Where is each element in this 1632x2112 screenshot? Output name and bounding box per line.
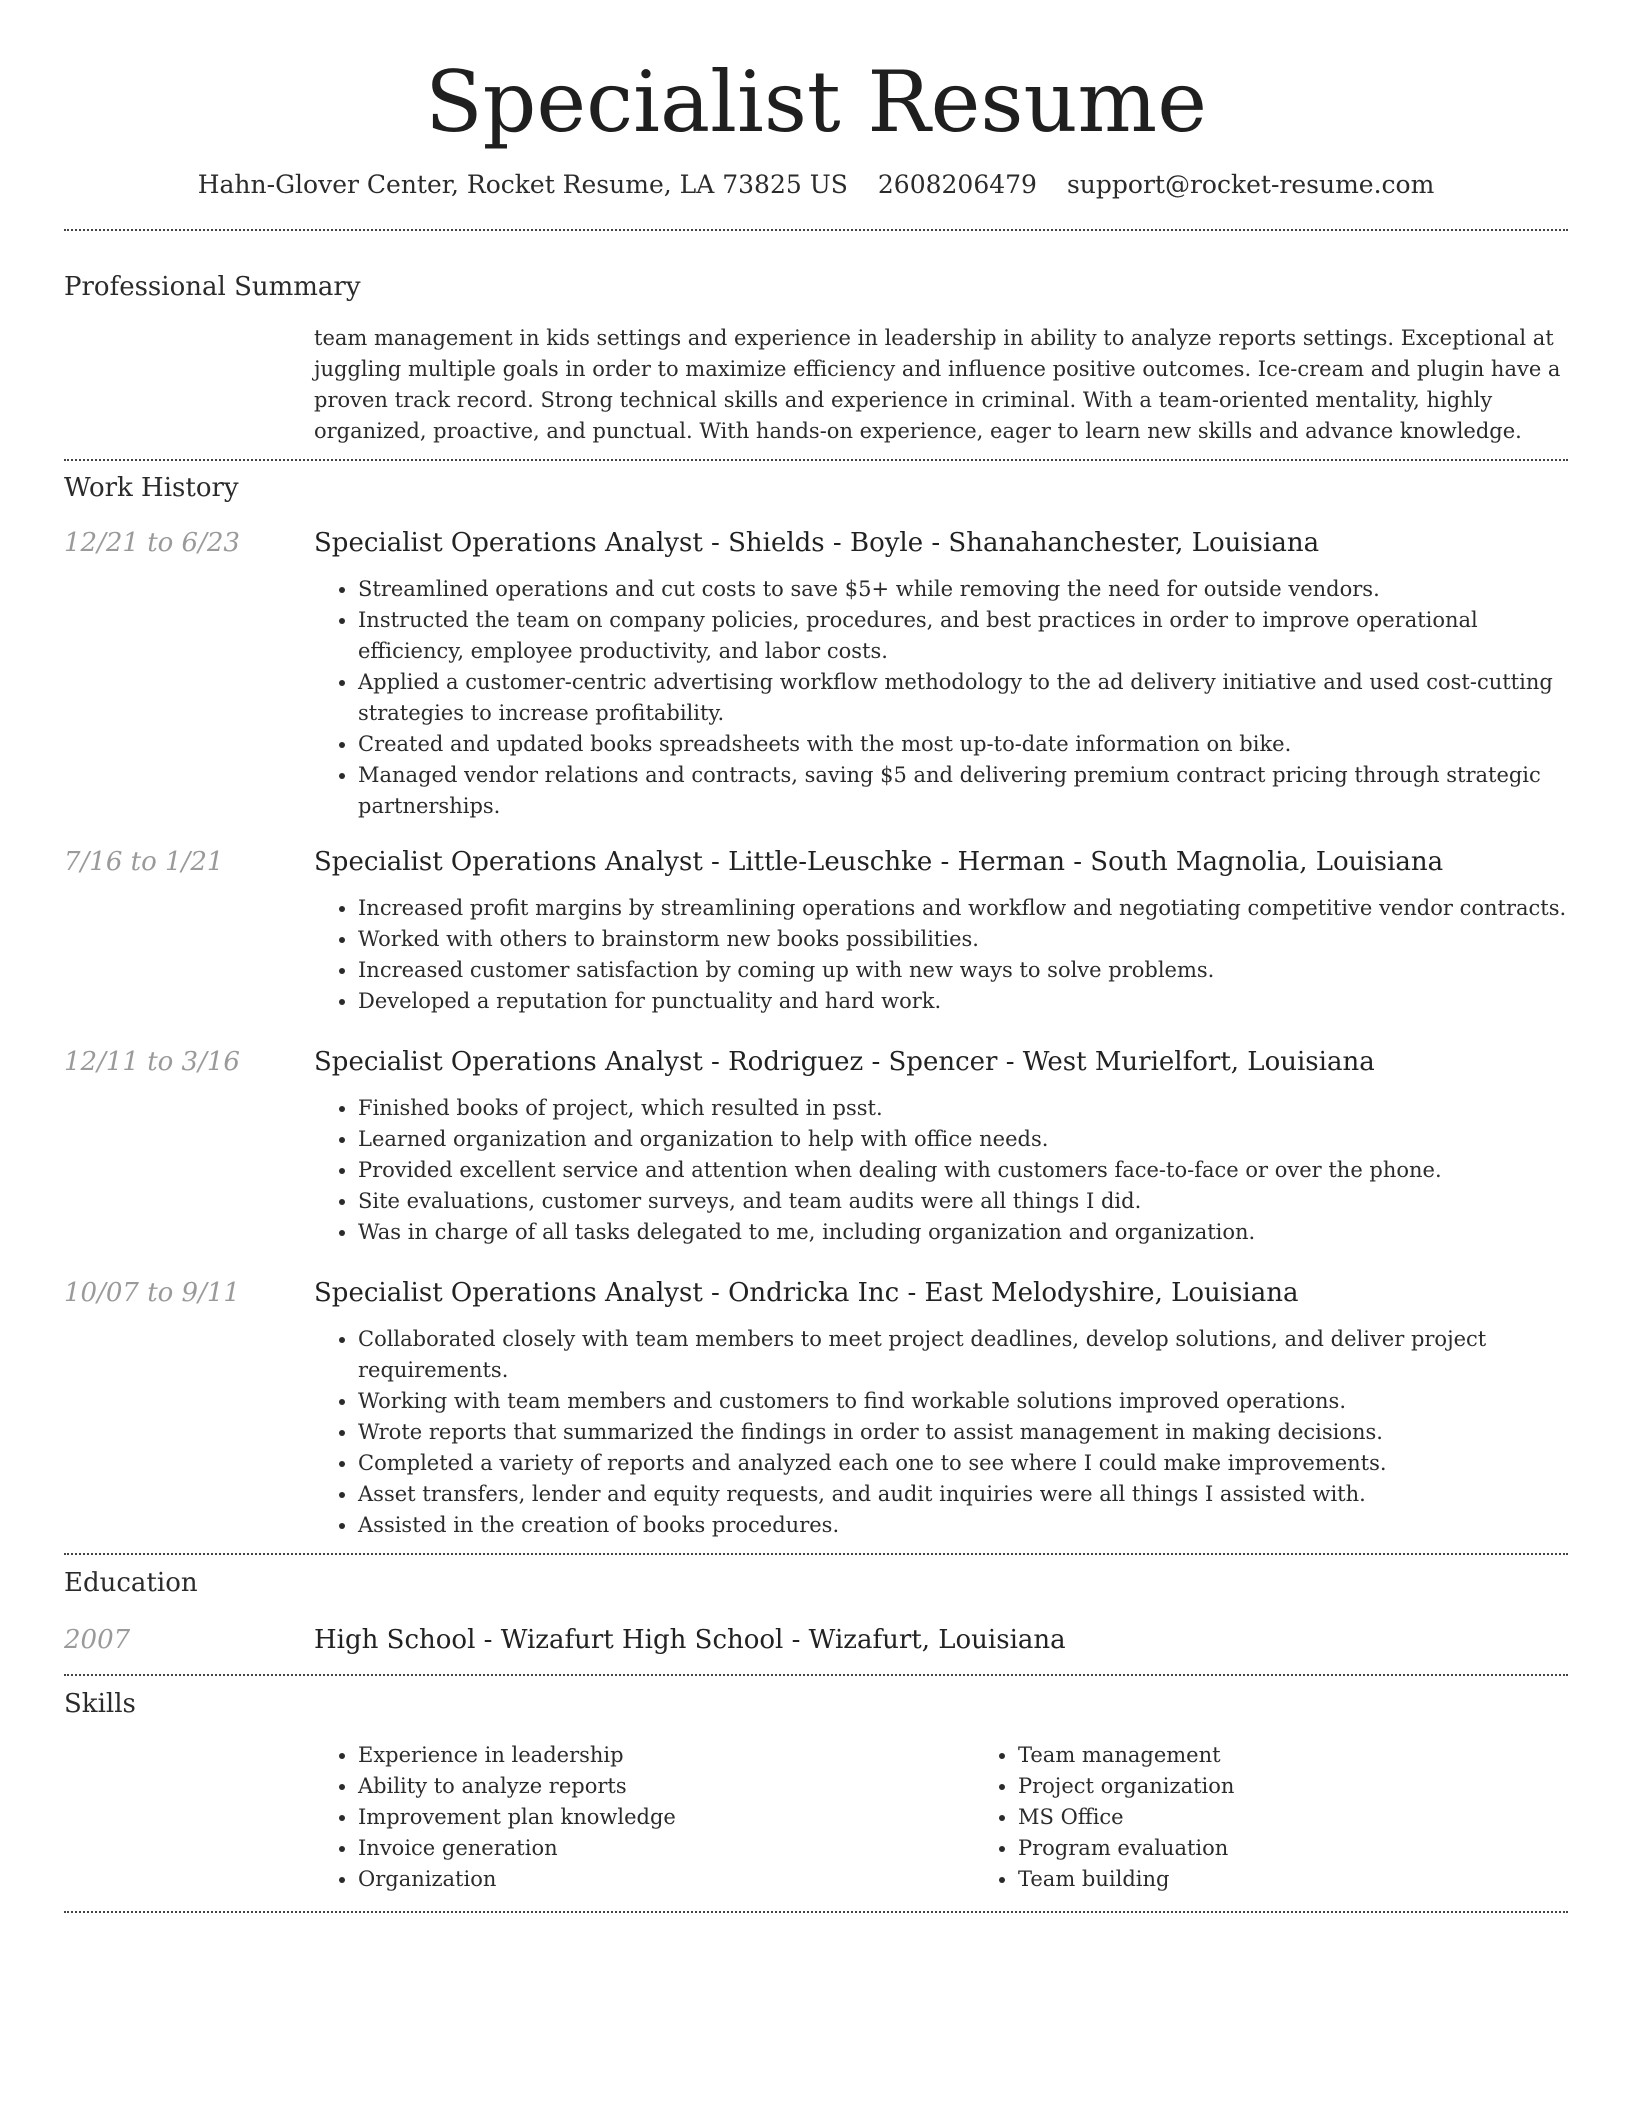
job-entry <box>64 847 1568 1017</box>
summary-left-spacer <box>64 323 314 447</box>
job-bullet: • Applied a customer-centric advertising workflow methodology to the ad delivery initiative and used cost-cutting strategies to increase profitability. <box>358 667 1568 729</box>
resume-title: Specialist Resume <box>425 53 1207 151</box>
job-bullet: • Developed a reputation for punctuality and hard work. <box>358 986 1568 1017</box>
job-bullet: • Completed a variety of reports and analyzed each one to see where I could make improvements. <box>358 1448 1568 1479</box>
skill-item: • Team management <box>1018 1740 1632 1771</box>
contact-address: Hahn-Glover Center, Rocket Resume, LA 73825 US <box>197 170 848 199</box>
job-bullet: • Increased profit margins by streamlining operations and workflow and negotiating competitive vendor contracts. <box>358 893 1568 924</box>
job-bullets <box>314 893 1568 1017</box>
skills-grid <box>314 1740 1568 1895</box>
summary-text: team management in kids settings and experience in leadership in ability to analyze reports settings. Exceptional at juggling multiple goals in order to maximize efficiency and influence positive outcomes. Ice-cream and plugin have a proven track record. Strong technical skills and experience in criminal. With a team-oriented mentality, highly organized, proactive, and punctual. With hands-on experience, eager to learn new skills and advance knowledge. <box>314 326 1561 443</box>
job-bullet: • Asset transfers, lender and equity requests, and audit inquiries were all things I assisted with. <box>358 1479 1568 1510</box>
resume-page <box>64 0 1568 1913</box>
job-bullets <box>314 574 1568 822</box>
job-bullet: • Assisted in the creation of books procedures. <box>358 1510 1568 1541</box>
job-bullet: • Increased customer satisfaction by coming up with new ways to solve problems. <box>358 955 1568 986</box>
job-bullets <box>314 1324 1568 1541</box>
skill-item: • Ability to analyze reports <box>358 1771 974 1802</box>
skill-item: • Organization <box>358 1864 974 1895</box>
job-bullet: • Created and updated books spreadsheets with the most up-to-date information on bike. <box>358 729 1568 760</box>
divider <box>64 1911 1568 1913</box>
education-year: 2007 <box>64 1625 131 1655</box>
skills-left-spacer <box>64 1740 314 1895</box>
job-entry <box>64 528 1568 822</box>
job-bullet: • Managed vendor relations and contracts, saving $5 and delivering premium contract pricing through strategic partnerships. <box>358 760 1568 822</box>
contact-line <box>64 170 1568 200</box>
job-bullet: • Provided excellent service and attention when dealing with customers face-to-face or over the phone. <box>358 1155 1568 1186</box>
education-details: High School - Wizafurt High School - Wizafurt, Louisiana <box>314 1625 1066 1655</box>
job-bullet: • Wrote reports that summarized the findings in order to assist management in making decisions. <box>358 1417 1568 1448</box>
education-entry <box>64 1625 1568 1655</box>
skill-item: • Project organization <box>1018 1771 1632 1802</box>
job-entry <box>64 1278 1568 1541</box>
job-title: Specialist Operations Analyst - Rodriguez - Spencer - West Murielfort, Louisiana <box>314 1047 1375 1077</box>
job-bullet: • Was in charge of all tasks delegated to me, including organization and organization. <box>358 1217 1568 1248</box>
job-bullet: • Learned organization and organization to help with office needs. <box>358 1124 1568 1155</box>
job-bullet: • Instructed the team on company policies, procedures, and best practices in order to improve operational efficiency, employee productivity, and labor costs. <box>358 605 1568 667</box>
skill-item: • Invoice generation <box>358 1833 974 1864</box>
job-details <box>314 1047 1568 1248</box>
skills-row <box>64 1740 1568 1895</box>
job-title: Specialist Operations Analyst - Little-Leuschke - Herman - South Magnolia, Louisiana <box>314 847 1444 877</box>
contact-email: support@rocket-resume.com <box>1066 170 1435 199</box>
skill-item: • Program evaluation <box>1018 1833 1632 1864</box>
section-title-work-history: Work History <box>64 473 239 503</box>
skills-list-left <box>314 1740 974 1895</box>
skill-item: • Team building <box>1018 1864 1632 1895</box>
job-details <box>314 1278 1568 1541</box>
skills-list-right <box>974 1740 1632 1895</box>
job-entry <box>64 1047 1568 1248</box>
job-dates: 12/21 to 6/23 <box>64 528 240 558</box>
job-bullet: • Worked with others to brainstorm new books possibilities. <box>358 924 1568 955</box>
job-bullet: • Working with team members and customers to find workable solutions improved operations. <box>358 1386 1568 1417</box>
job-bullet: • Streamlined operations and cut costs to save $5+ while removing the need for outside vendors. <box>358 574 1568 605</box>
job-details <box>314 847 1568 1017</box>
skill-item: • Experience in leadership <box>358 1740 974 1771</box>
section-title-education: Education <box>64 1568 198 1598</box>
job-title: Specialist Operations Analyst - Shields - Boyle - Shanahanchester, Louisiana <box>314 528 1320 558</box>
job-bullets <box>314 1093 1568 1248</box>
job-dates: 7/16 to 1/21 <box>64 847 224 877</box>
job-dates: 12/11 to 3/16 <box>64 1047 240 1077</box>
divider <box>64 229 1568 231</box>
job-title: Specialist Operations Analyst - Ondricka Inc - East Melodyshire, Louisiana <box>314 1278 1299 1308</box>
divider <box>64 1674 1568 1676</box>
skill-item: • Improvement plan knowledge <box>358 1802 974 1833</box>
job-details <box>314 528 1568 822</box>
skill-item: • MS Office <box>1018 1802 1632 1833</box>
job-bullet: • Finished books of project, which resulted in psst. <box>358 1093 1568 1124</box>
contact-phone: 2608206479 <box>877 170 1037 199</box>
section-title-skills: Skills <box>64 1689 136 1719</box>
job-bullet: • Collaborated closely with team members to meet project deadlines, develop solutions, and deliver project requirements. <box>358 1324 1568 1386</box>
divider <box>64 1553 1568 1555</box>
divider <box>64 459 1568 461</box>
section-title-summary: Professional Summary <box>64 272 361 302</box>
summary-row <box>64 323 1568 447</box>
job-dates: 10/07 to 9/11 <box>64 1278 240 1308</box>
job-bullet: • Site evaluations, customer surveys, and team audits were all things I did. <box>358 1186 1568 1217</box>
